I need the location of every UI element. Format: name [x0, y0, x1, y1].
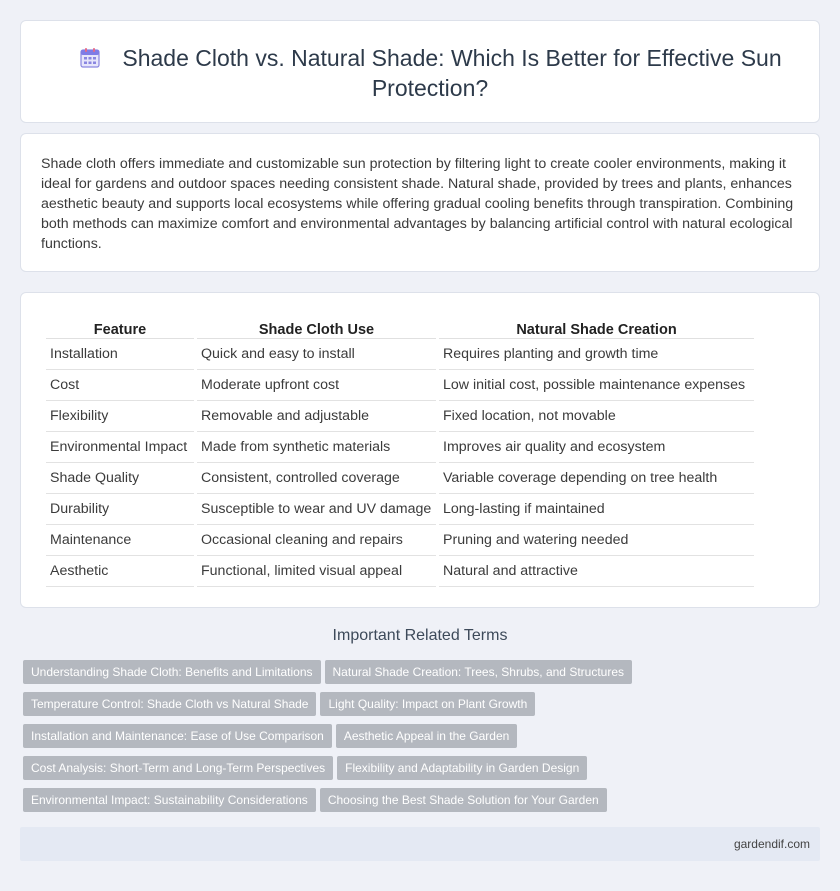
feature-cell: Maintenance — [46, 525, 194, 556]
natural-shade-cell: Variable coverage depending on tree health — [439, 463, 754, 494]
feature-cell: Cost — [46, 370, 194, 401]
feature-cell: Flexibility — [46, 401, 194, 432]
natural-shade-cell: Long-lasting if maintained — [439, 494, 754, 525]
feature-cell: Installation — [46, 339, 194, 370]
header-feature: Feature — [46, 315, 194, 339]
related-term-tag[interactable]: Light Quality: Impact on Plant Growth — [320, 692, 535, 716]
related-term-tag[interactable]: Understanding Shade Cloth: Benefits and Limitations — [23, 660, 321, 684]
related-term-tag[interactable]: Aesthetic Appeal in the Garden — [336, 724, 517, 748]
natural-shade-cell: Natural and attractive — [439, 556, 754, 587]
shade-cloth-cell: Quick and easy to install — [197, 339, 436, 370]
shade-cloth-cell: Functional, limited visual appeal — [197, 556, 436, 587]
table-row — [46, 370, 754, 401]
footer — [20, 827, 820, 861]
header-shade-cloth: Shade Cloth Use — [197, 315, 436, 339]
table-row — [46, 463, 754, 494]
related-term-tag[interactable]: Cost Analysis: Short-Term and Long-Term Perspectives — [23, 756, 333, 780]
shade-cloth-cell: Consistent, controlled coverage — [197, 463, 436, 494]
related-term-tag[interactable]: Temperature Control: Shade Cloth vs Natural Shade — [23, 692, 316, 716]
related-term-tag[interactable]: Choosing the Best Shade Solution for Your Garden — [320, 788, 607, 812]
header-natural-shade: Natural Shade Creation — [439, 315, 754, 339]
natural-shade-cell: Requires planting and growth time — [439, 339, 754, 370]
table-row — [46, 401, 754, 432]
shade-cloth-cell: Occasional cleaning and repairs — [197, 525, 436, 556]
table-row — [46, 432, 754, 463]
related-term-tag[interactable]: Natural Shade Creation: Trees, Shrubs, and Structures — [325, 660, 633, 684]
table-row — [46, 339, 754, 370]
calendar-icon — [78, 46, 102, 70]
comparison-card — [20, 292, 820, 608]
intro-card — [20, 133, 820, 272]
table-row — [46, 556, 754, 587]
feature-cell: Environmental Impact — [46, 432, 194, 463]
comparison-table — [43, 315, 757, 587]
natural-shade-cell: Fixed location, not movable — [439, 401, 754, 432]
feature-cell: Aesthetic — [46, 556, 194, 587]
table-header-row — [46, 315, 754, 339]
table-row — [46, 494, 754, 525]
related-terms-title: Important Related Terms — [332, 627, 508, 644]
feature-cell: Shade Quality — [46, 463, 194, 494]
shade-cloth-cell: Removable and adjustable — [197, 401, 436, 432]
natural-shade-cell: Improves air quality and ecosystem — [439, 432, 754, 463]
related-term-tag[interactable]: Environmental Impact: Sustainability Considerations — [23, 788, 316, 812]
natural-shade-cell: Low initial cost, possible maintenance expenses — [439, 370, 754, 401]
natural-shade-cell: Pruning and watering needed — [439, 525, 754, 556]
page-title — [61, 43, 799, 103]
shade-cloth-cell: Made from synthetic materials — [197, 432, 436, 463]
related-terms-list — [23, 660, 823, 820]
title-card — [20, 20, 820, 123]
shade-cloth-cell: Moderate upfront cost — [197, 370, 436, 401]
intro-paragraph: Shade cloth offers immediate and customizable sun protection by filtering light to create cooler environments, making it ideal for gardens and outdoor spaces needing consistent shade. Natural shade, provided by trees and plants, enhances aesthetic beauty and supports local ecosystems while offering gradual cooling benefits through transpiration. Combining both methods can maximize comfort and environmental advantages by balancing artificial control with natural ecological functions. — [41, 156, 794, 252]
related-term-tag[interactable]: Flexibility and Adaptability in Garden Design — [337, 756, 587, 780]
shade-cloth-cell: Susceptible to wear and UV damage — [197, 494, 436, 525]
related-term-tag[interactable]: Installation and Maintenance: Ease of Use Comparison — [23, 724, 332, 748]
page-title-text: Shade Cloth vs. Natural Shade: Which Is Better for Effective Sun Protection? — [122, 45, 782, 101]
feature-cell: Durability — [46, 494, 194, 525]
footer-site-link[interactable]: gardendif.com — [733, 837, 810, 851]
table-row — [46, 525, 754, 556]
